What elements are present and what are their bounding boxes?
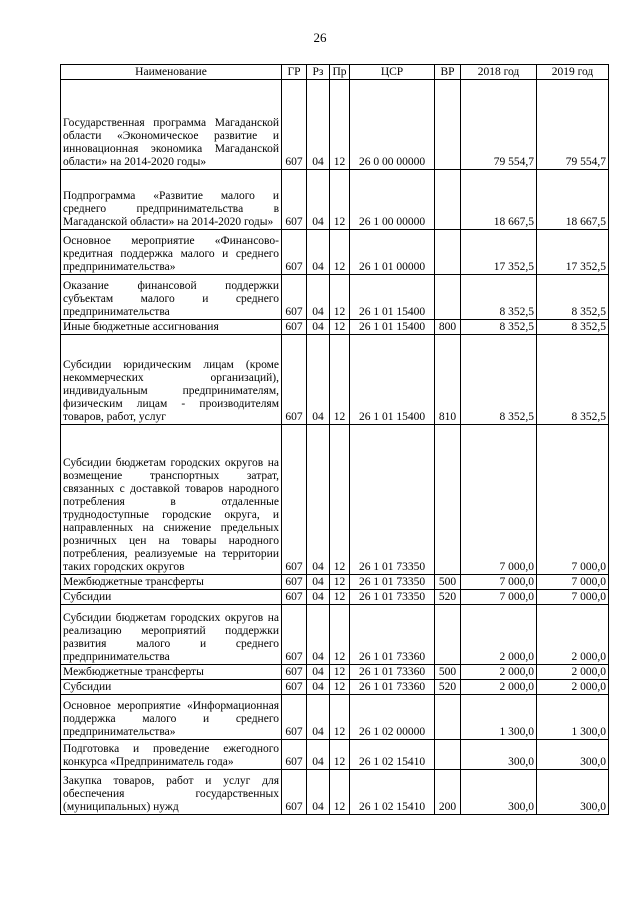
cell-rz: 04: [307, 335, 330, 425]
cell-csr: 26 1 01 73350: [350, 425, 435, 575]
cell-csr: 26 1 02 15410: [350, 770, 435, 815]
cell-rz: 04: [307, 425, 330, 575]
cell-2018: 8 352,5: [461, 335, 537, 425]
cell-vr: [435, 740, 461, 770]
cell-name: [61, 80, 282, 170]
cell-2019: 79 554,7: [537, 80, 609, 170]
table-row: [61, 590, 609, 605]
cell-2018: 300,0: [461, 740, 537, 770]
cell-2018: 8 352,5: [461, 275, 537, 320]
cell-vr: [435, 170, 461, 230]
cell-2018: 17 352,5: [461, 230, 537, 275]
cell-vr: 810: [435, 335, 461, 425]
cell-2019: 7 000,0: [537, 590, 609, 605]
cell-name: [61, 335, 282, 425]
cell-vr: 800: [435, 320, 461, 335]
cell-vr: 200: [435, 770, 461, 815]
cell-gr: 607: [282, 80, 307, 170]
cell-2019: 300,0: [537, 770, 609, 815]
cell-rz: 04: [307, 665, 330, 680]
cell-csr: 26 0 00 00000: [350, 80, 435, 170]
cell-2019: 8 352,5: [537, 275, 609, 320]
table-row: [61, 230, 609, 275]
row-name-text: Подпрограмма «Развитие малого и среднего предпринимательства в Магаданской области» на 2014-2020 годы»: [63, 190, 279, 228]
cell-gr: 607: [282, 320, 307, 335]
table-row: [61, 665, 609, 680]
cell-rz: 04: [307, 605, 330, 665]
cell-name: [61, 665, 282, 680]
cell-name: [61, 425, 282, 575]
cell-2018: 2 000,0: [461, 680, 537, 695]
table-row: [61, 740, 609, 770]
cell-rz: 04: [307, 590, 330, 605]
cell-name: [61, 590, 282, 605]
cell-csr: 26 1 02 00000: [350, 695, 435, 740]
cell-gr: 607: [282, 680, 307, 695]
table-row: [61, 605, 609, 665]
cell-2018: 7 000,0: [461, 575, 537, 590]
cell-gr: 607: [282, 770, 307, 815]
row-name-text: Основное мероприятие «Информационная поддержка малого и среднего предпринимательства»: [63, 700, 279, 738]
table-row: [61, 170, 609, 230]
cell-vr: 500: [435, 575, 461, 590]
cell-2018: 300,0: [461, 770, 537, 815]
cell-2018: 7 000,0: [461, 425, 537, 575]
cell-gr: 607: [282, 575, 307, 590]
cell-pr: 12: [330, 80, 350, 170]
cell-gr: 607: [282, 425, 307, 575]
table-row: [61, 575, 609, 590]
cell-2018: 1 300,0: [461, 695, 537, 740]
cell-csr: 26 1 01 73360: [350, 680, 435, 695]
cell-2018: 8 352,5: [461, 320, 537, 335]
row-name-text: Закупка товаров, работ и услуг для обеспечения государственных (муниципальных) нужд: [63, 775, 279, 813]
table-header-row: [61, 65, 609, 80]
cell-gr: 607: [282, 740, 307, 770]
table-row: [61, 80, 609, 170]
header-vr: ВР: [435, 65, 461, 80]
cell-gr: 607: [282, 605, 307, 665]
table-row: [61, 425, 609, 575]
cell-rz: 04: [307, 275, 330, 320]
cell-2019: 7 000,0: [537, 425, 609, 575]
cell-rz: 04: [307, 695, 330, 740]
cell-rz: 04: [307, 80, 330, 170]
cell-2019: 2 000,0: [537, 605, 609, 665]
cell-rz: 04: [307, 230, 330, 275]
cell-csr: 26 1 01 15400: [350, 335, 435, 425]
cell-rz: 04: [307, 770, 330, 815]
cell-2019: 1 300,0: [537, 695, 609, 740]
cell-pr: 12: [330, 590, 350, 605]
row-name-text: Оказание финансовой поддержки субъектам малого и среднего предпринимательства: [63, 280, 279, 318]
cell-vr: 520: [435, 590, 461, 605]
cell-vr: [435, 695, 461, 740]
cell-vr: [435, 275, 461, 320]
cell-vr: [435, 605, 461, 665]
cell-csr: 26 1 01 00000: [350, 230, 435, 275]
cell-2018: 7 000,0: [461, 590, 537, 605]
cell-csr: 26 1 01 73350: [350, 575, 435, 590]
page-number: 26: [313, 30, 327, 45]
table-body: [61, 80, 609, 815]
cell-rz: 04: [307, 170, 330, 230]
cell-csr: 26 1 01 73360: [350, 665, 435, 680]
cell-name: [61, 575, 282, 590]
cell-2019: 18 667,5: [537, 170, 609, 230]
row-name-text: Подготовка и проведение ежегодного конкурса «Предприниматель года»: [63, 743, 279, 768]
cell-gr: 607: [282, 170, 307, 230]
cell-pr: 12: [330, 605, 350, 665]
cell-csr: 26 1 01 73360: [350, 605, 435, 665]
cell-pr: 12: [330, 695, 350, 740]
row-name-text: Субсидии юридическим лицам (кроме некоммерческих организаций), индивидуальным предпринимателям, физическим лицам - производителям товаров, работ, услуг: [63, 359, 279, 423]
cell-pr: 12: [330, 575, 350, 590]
table-row: [61, 320, 609, 335]
table-row: [61, 275, 609, 320]
cell-gr: 607: [282, 335, 307, 425]
cell-pr: 12: [330, 770, 350, 815]
header-pr: Пр: [330, 65, 350, 80]
cell-vr: [435, 425, 461, 575]
cell-rz: 04: [307, 575, 330, 590]
cell-pr: 12: [330, 230, 350, 275]
header-gr: ГР: [282, 65, 307, 80]
row-name-text: Межбюджетные трансферты: [63, 666, 204, 678]
cell-2019: 8 352,5: [537, 335, 609, 425]
header-2018: 2018 год: [461, 65, 537, 80]
cell-pr: 12: [330, 170, 350, 230]
cell-2019: 2 000,0: [537, 680, 609, 695]
cell-2018: 2 000,0: [461, 605, 537, 665]
cell-name: [61, 275, 282, 320]
row-name-text: Государственная программа Магаданской области «Экономическое развитие и инновационная экономика Магаданской области» на 2014-2020 годы»: [63, 117, 279, 168]
header-rz: Рз: [307, 65, 330, 80]
cell-2019: 17 352,5: [537, 230, 609, 275]
cell-gr: 607: [282, 275, 307, 320]
cell-rz: 04: [307, 740, 330, 770]
header-csr: ЦСР: [350, 65, 435, 80]
cell-name: [61, 230, 282, 275]
cell-vr: 520: [435, 680, 461, 695]
cell-name: [61, 320, 282, 335]
cell-csr: 26 1 00 00000: [350, 170, 435, 230]
row-name-text: Субсидии бюджетам городских округов на возмещение транспортных затрат, связанных с доставкой товаров народного потребления в отдаленные труднодоступные городские округа, и направленных на снижение предельных розничных цен на товары народного потребления, реализуемые на территории таких городских округов: [63, 457, 279, 573]
cell-2019: 300,0: [537, 740, 609, 770]
cell-name: [61, 605, 282, 665]
cell-gr: 607: [282, 695, 307, 740]
row-name-text: Субсидии: [63, 591, 112, 603]
cell-pr: 12: [330, 275, 350, 320]
cell-2019: 7 000,0: [537, 575, 609, 590]
cell-gr: 607: [282, 230, 307, 275]
cell-csr: 26 1 01 73350: [350, 590, 435, 605]
row-name-text: Субсидии бюджетам городских округов на реализацию мероприятий поддержки развития малого и среднего предпринимательства: [63, 612, 279, 663]
cell-csr: 26 1 01 15400: [350, 275, 435, 320]
cell-gr: 607: [282, 665, 307, 680]
cell-2018: 2 000,0: [461, 665, 537, 680]
cell-name: [61, 170, 282, 230]
header-name: Наименование: [61, 65, 282, 80]
cell-csr: 26 1 01 15400: [350, 320, 435, 335]
cell-2019: 8 352,5: [537, 320, 609, 335]
cell-2018: 79 554,7: [461, 80, 537, 170]
cell-pr: 12: [330, 425, 350, 575]
table-row: [61, 335, 609, 425]
budget-table: [60, 64, 609, 815]
table-row: [61, 770, 609, 815]
cell-vr: [435, 80, 461, 170]
cell-name: [61, 740, 282, 770]
row-name-text: Основное мероприятие «Финансово-кредитная поддержка малого и среднего предпринимательства»: [63, 235, 279, 273]
cell-pr: 12: [330, 680, 350, 695]
table-row: [61, 695, 609, 740]
cell-pr: 12: [330, 335, 350, 425]
cell-vr: [435, 230, 461, 275]
cell-pr: 12: [330, 665, 350, 680]
cell-rz: 04: [307, 320, 330, 335]
row-name-text: Иные бюджетные ассигнования: [63, 321, 219, 333]
cell-2018: 18 667,5: [461, 170, 537, 230]
cell-gr: 607: [282, 590, 307, 605]
cell-csr: 26 1 02 15410: [350, 740, 435, 770]
cell-pr: 12: [330, 320, 350, 335]
cell-name: [61, 695, 282, 740]
cell-pr: 12: [330, 740, 350, 770]
cell-2019: 2 000,0: [537, 665, 609, 680]
cell-rz: 04: [307, 680, 330, 695]
cell-name: [61, 680, 282, 695]
row-name-text: Межбюджетные трансферты: [63, 576, 204, 588]
cell-vr: 500: [435, 665, 461, 680]
header-2019: 2019 год: [537, 65, 609, 80]
table-row: [61, 680, 609, 695]
row-name-text: Субсидии: [63, 681, 112, 693]
cell-name: [61, 770, 282, 815]
